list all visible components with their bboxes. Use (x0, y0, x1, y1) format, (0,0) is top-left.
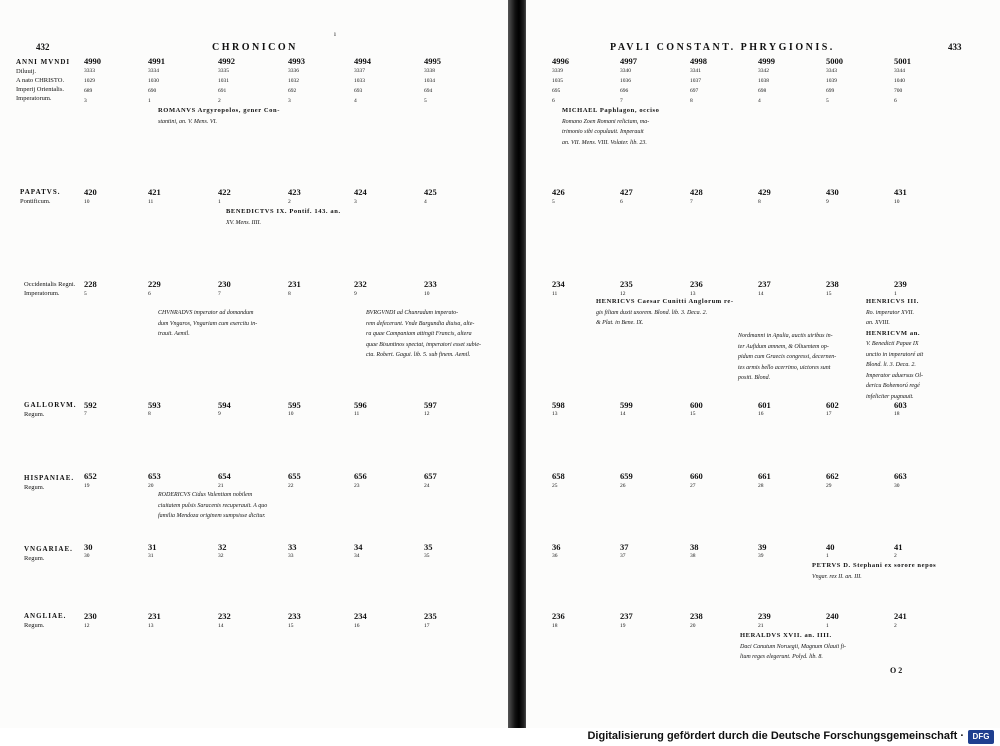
cell-diluuij: 3341 (690, 68, 701, 74)
cell-papatus: 424 (354, 187, 367, 197)
cell-christo: 1032 (288, 78, 299, 84)
cell-pontificum: 10 (894, 199, 900, 205)
cell-anni-mundi: 4994 (354, 56, 371, 66)
cell-angliae-regum: 1 (826, 623, 829, 629)
cell-imperatorum-occ: 13 (690, 291, 696, 297)
cell-imperatorum: 5 (424, 98, 427, 104)
note-nordmanni: Nordmanni in Apulia, auctis uiribus in- ter Aufidum amnem, & Oliuentem op- pidum cum Graecis congressi, decernen- tes armis bello acerrimo, uictores sunt positi. Blond. (738, 333, 837, 381)
cell-hispaniae: 663 (894, 471, 907, 481)
cell-angliae: 241 (894, 611, 907, 621)
note-michael: MICHAEL Paphlagon, occiso Romano Zoen Romani relictam, ma- trimonio sibi copulauit. Imperauit an. VII. Mens. VIII. Volater. lib. 23. (562, 107, 660, 146)
cell-diluuij: 3336 (288, 68, 299, 74)
cell-vngariae-regum: 37 (620, 553, 626, 559)
cell-anni-mundi: 5000 (826, 56, 843, 66)
cell-anni-mundi: 4999 (758, 56, 775, 66)
left-page (0, 0, 512, 728)
cell-hispaniae-regum: 20 (148, 483, 154, 489)
cell-angliae-regum: 17 (424, 623, 430, 629)
cell-imperatorum-occ: 5 (84, 291, 87, 297)
cell-vngariae: 34 (354, 542, 363, 552)
cell-gallorum-regum: 10 (288, 411, 294, 417)
cell-vngariae-regum: 34 (354, 553, 360, 559)
cell-imperij-orientalis: 695 (552, 88, 561, 94)
cell-diluuij: 3335 (218, 68, 229, 74)
dfg-logo: DFG (968, 730, 994, 744)
cell-angliae: 238 (690, 611, 703, 621)
note-henricus-iii: HENRICVS III. Ro. imperator XVII. an. XVIII. HENRICVM an. V. Benedicti Papae IX unctio in imperatoré ait Blond. li. 3. Deca. 2. Imperator aduersus Ol- dericu Bohemorú regé infeliciter pugnauit. (866, 298, 924, 400)
cell-imperatorum: 3 (84, 98, 87, 104)
cell-vngariae-regum: 1 (826, 553, 829, 559)
cell-papatus: 420 (84, 187, 97, 197)
cell-angliae-regum: 14 (218, 623, 224, 629)
cell-hispaniae-regum: 26 (620, 483, 626, 489)
cell-hispaniae: 657 (424, 471, 437, 481)
cell-christo: 1037 (690, 78, 701, 84)
cell-imperatorum-occ: 7 (218, 291, 221, 297)
cell-christo: 1040 (894, 78, 905, 84)
cell-papatus: 427 (620, 187, 633, 197)
cell-pontificum: 10 (84, 199, 90, 205)
cell-christo: 1038 (758, 78, 769, 84)
cell-imperij-orientalis: 692 (288, 88, 297, 94)
cell-imperatorum-occ: 12 (620, 291, 626, 297)
note-burgundi: BVRGVNDI ad Chunradum imperato- rem defecerunt. Vnde Burgundia diuisa, alte- ra quae Campaniam attingit Francis, altera quae Bisuntinos spectat, imperatori esset subie- cta. Robert. Gagui. lib. 5. sub finem. Aemil. (366, 310, 481, 358)
cell-anni-mundi: 4992 (218, 56, 235, 66)
cell-anni-mundi: 4991 (148, 56, 165, 66)
cell-papatus: 422 (218, 187, 231, 197)
cell-christo: 1033 (354, 78, 365, 84)
cell-anni-mundi: 4996 (552, 56, 569, 66)
cell-vngariae: 30 (84, 542, 93, 552)
cell-christo: 1029 (84, 78, 95, 84)
cell-papatus: 425 (424, 187, 437, 197)
cell-vngariae-regum: 32 (218, 553, 224, 559)
note-rodericus: RODERICVS Cidus Valentiam nobilem ciuitatem pulsis Saracenis recuperauit. A quo familia Mendoza originem sumpsisse dicitur. (158, 492, 268, 519)
cell-pontificum: 2 (288, 199, 291, 205)
cell-hispaniae: 659 (620, 471, 633, 481)
cell-vngariae: 36 (552, 542, 561, 552)
cell-papatus: 426 (552, 187, 565, 197)
cell-pontificum: 3 (354, 199, 357, 205)
cell-angliae-regum: 21 (758, 623, 764, 629)
cell-vngariae: 31 (148, 542, 157, 552)
cell-imperatorum: 5 (826, 98, 829, 104)
cell-gallorum-regum: 12 (424, 411, 430, 417)
cell-gallorum: 599 (620, 400, 633, 410)
cell-angliae-regum: 15 (288, 623, 294, 629)
cell-occidentalis: 233 (424, 279, 437, 289)
label-hispaniae: HISPANIAE. Regum. (24, 474, 75, 491)
catchword: O 2 (890, 666, 903, 675)
cell-gallorum-regum: 13 (552, 411, 558, 417)
cell-occidentalis: 229 (148, 279, 161, 289)
cell-anni-mundi: 4993 (288, 56, 305, 66)
cell-papatus: 421 (148, 187, 161, 197)
cell-hispaniae-regum: 25 (552, 483, 558, 489)
cell-christo: 1030 (148, 78, 159, 84)
cell-vngariae-regum: 33 (288, 553, 294, 559)
cell-anni-mundi: 4995 (424, 56, 441, 66)
cell-vngariae-regum: 35 (424, 553, 430, 559)
cell-vngariae: 41 (894, 542, 903, 552)
cell-angliae-regum: 19 (620, 623, 626, 629)
cell-vngariae-regum: 31 (148, 553, 154, 559)
cell-imperatorum: 6 (552, 98, 555, 104)
cell-pontificum: 1 (218, 199, 221, 205)
cell-imperatorum-occ: 15 (826, 291, 832, 297)
cell-imperatorum-occ: 6 (148, 291, 151, 297)
cell-imperij-orientalis: 700 (894, 88, 903, 94)
cell-gallorum: 596 (354, 400, 367, 410)
cell-anni-mundi: 4997 (620, 56, 637, 66)
cell-papatus: 430 (826, 187, 839, 197)
cell-papatus: 423 (288, 187, 301, 197)
cell-vngariae-regum: 2 (894, 553, 897, 559)
cell-gallorum-regum: 8 (148, 411, 151, 417)
cell-christo: 1034 (424, 78, 435, 84)
note-chunradus: CHVNRADVS imperator ad domandum dum Vngaros, Vngariam cum exercitu in- trauit. Aemil. (158, 310, 258, 337)
cell-christo: 1039 (826, 78, 837, 84)
cell-hispaniae: 652 (84, 471, 97, 481)
cell-christo: 1036 (620, 78, 631, 84)
cell-imperatorum-occ: 9 (354, 291, 357, 297)
cell-gallorum: 597 (424, 400, 437, 410)
cell-gallorum: 598 (552, 400, 565, 410)
cell-vngariae-regum: 38 (690, 553, 696, 559)
note-henricus-caesar: HENRICVS Caesar Cunitti Anglorum re- gis filiam duxit uxorem. Blond. lib. 3. Deca. 2. & Plat. in Bene. IX. (596, 298, 734, 326)
cell-gallorum-regum: 9 (218, 411, 221, 417)
cell-papatus: 428 (690, 187, 703, 197)
cell-occidentalis: 237 (758, 279, 771, 289)
cell-vngariae: 37 (620, 542, 629, 552)
cell-angliae: 230 (84, 611, 97, 621)
cell-vngariae-regum: 30 (84, 553, 90, 559)
book-gutter (508, 0, 528, 728)
cell-papatus: 429 (758, 187, 771, 197)
cell-diluuij: 3337 (354, 68, 365, 74)
cell-pontificum: 7 (690, 199, 693, 205)
cell-hispaniae-regum: 23 (354, 483, 360, 489)
cell-imperij-orientalis: 699 (826, 88, 835, 94)
note-petrus: PETRVS D. Stephani ex sorore nepos Vngar. rex II. an. III. (812, 562, 937, 580)
cell-imperij-orientalis: 691 (218, 88, 227, 94)
cell-vngariae: 33 (288, 542, 297, 552)
cell-pontificum: 4 (424, 199, 427, 205)
cell-vngariae: 40 (826, 542, 835, 552)
cell-angliae: 240 (826, 611, 839, 621)
cell-vngariae: 35 (424, 542, 433, 552)
cell-angliae-regum: 2 (894, 623, 897, 629)
cell-hispaniae: 662 (826, 471, 839, 481)
cell-hispaniae-regum: 19 (84, 483, 90, 489)
cell-imperatorum-occ: 14 (758, 291, 764, 297)
cell-hispaniae-regum: 28 (758, 483, 764, 489)
cell-imperatorum: 2 (218, 98, 221, 104)
cell-gallorum: 593 (148, 400, 161, 410)
cell-imperij-orientalis: 697 (690, 88, 699, 94)
cell-imperij-orientalis: 694 (424, 88, 433, 94)
footer-credit: Digitalisierung gefördert durch die Deutsche Forschungsgemeinschaft · (587, 730, 964, 742)
cell-occidentalis: 235 (620, 279, 633, 289)
cell-anni-mundi: 4998 (690, 56, 707, 66)
cell-diluuij: 3333 (84, 68, 95, 74)
cell-imperatorum-occ: 10 (424, 291, 430, 297)
cell-papatus: 431 (894, 187, 907, 197)
cell-hispaniae-regum: 30 (894, 483, 900, 489)
running-head: PAVLI CONSTANT. PHRYGIONIS. (610, 42, 835, 53)
cell-gallorum-regum: 15 (690, 411, 696, 417)
label-occidentalis: Occidentalis Regni. Imperatorum. (24, 281, 76, 297)
cell-gallorum-regum: 11 (354, 411, 360, 417)
cell-diluuij: 3342 (758, 68, 769, 74)
cell-imperatorum: 8 (690, 98, 693, 104)
cell-angliae: 233 (288, 611, 301, 621)
cell-angliae: 239 (758, 611, 771, 621)
cell-gallorum: 603 (894, 400, 907, 410)
cell-diluuij: 3334 (148, 68, 159, 74)
cell-hispaniae: 654 (218, 471, 231, 481)
page-number: 433 (948, 42, 962, 52)
cell-imperatorum-occ: 8 (288, 291, 291, 297)
cell-hispaniae-regum: 24 (424, 483, 430, 489)
cell-gallorum: 602 (826, 400, 839, 410)
cell-hispaniae: 653 (148, 471, 161, 481)
cell-gallorum: 592 (84, 400, 97, 410)
cell-anni-mundi: 5001 (894, 56, 911, 66)
cell-angliae: 235 (424, 611, 437, 621)
cell-pontificum: 5 (552, 199, 555, 205)
label-angliae: ANGLIAE. Regum. (24, 612, 67, 629)
cell-imperatorum: 1 (148, 98, 151, 104)
cell-hispaniae: 661 (758, 471, 771, 481)
note-benedictus: BENEDICTVS IX. Pontif. 143. an. XV. Mens. IIII. (226, 208, 341, 226)
cell-occidentalis: 230 (218, 279, 231, 289)
cell-angliae-regum: 12 (84, 623, 90, 629)
cell-diluuij: 3344 (894, 68, 905, 74)
cell-gallorum: 595 (288, 400, 301, 410)
cell-hispaniae: 655 (288, 471, 301, 481)
cell-imperatorum: 4 (758, 98, 761, 104)
label-vngariae: VNGARIAE. Regum. (24, 545, 73, 562)
cell-diluuij: 3340 (620, 68, 631, 74)
cell-angliae-regum: 20 (690, 623, 696, 629)
cell-diluuij: 3338 (424, 68, 435, 74)
cell-imperatorum: 6 (894, 98, 897, 104)
cell-occidentalis: 231 (288, 279, 301, 289)
cell-occidentalis: 234 (552, 279, 565, 289)
cell-gallorum-regum: 16 (758, 411, 764, 417)
cell-angliae-regum: 18 (552, 623, 558, 629)
cell-hispaniae-regum: 21 (218, 483, 224, 489)
cell-occidentalis: 239 (894, 279, 907, 289)
label-papatus: PAPATVS. Pontificum. (20, 188, 61, 205)
cell-gallorum-regum: 7 (84, 411, 87, 417)
cell-christo: 1035 (552, 78, 563, 84)
cell-gallorum: 601 (758, 400, 771, 410)
cell-angliae-regum: 13 (148, 623, 154, 629)
cell-christo: 1031 (218, 78, 229, 84)
cell-imperatorum: 4 (354, 98, 357, 104)
cell-pontificum: 9 (826, 199, 829, 205)
note-romanus: ROMANVS Argyropolos, gener Con- stantini, an. V. Mens. VI. (158, 107, 280, 125)
cell-imperij-orientalis: 689 (84, 88, 93, 94)
cell-vngariae: 38 (690, 542, 699, 552)
cell-occidentalis: 238 (826, 279, 839, 289)
cell-pontificum: 6 (620, 199, 623, 205)
cell-hispaniae-regum: 29 (826, 483, 832, 489)
margin-mark: ı (334, 30, 336, 38)
footer-bar (0, 728, 1000, 746)
cell-imperij-orientalis: 698 (758, 88, 767, 94)
cell-angliae: 236 (552, 611, 565, 621)
cell-angliae: 231 (148, 611, 161, 621)
cell-anni-mundi: 4990 (84, 56, 101, 66)
cell-imperatorum-occ: 1 (894, 291, 897, 297)
cell-pontificum: 11 (148, 199, 154, 205)
cell-angliae-regum: 16 (354, 623, 360, 629)
cell-gallorum-regum: 17 (826, 411, 832, 417)
cell-hispaniae-regum: 27 (690, 483, 696, 489)
cell-angliae: 232 (218, 611, 231, 621)
cell-gallorum-regum: 18 (894, 411, 900, 417)
cell-vngariae: 39 (758, 542, 767, 552)
running-head: CHRONICON (212, 42, 298, 53)
cell-imperatorum-occ: 11 (552, 291, 558, 297)
cell-hispaniae-regum: 22 (288, 483, 294, 489)
cell-vngariae: 32 (218, 542, 227, 552)
note-heraldus: HERALDVS XVII. an. IIII. Daci Canutum Noruegii, Magnum Olauii fi- lium reges elegerunt. Polyd. lib. 8. (740, 632, 846, 660)
cell-diluuij: 3343 (826, 68, 837, 74)
cell-imperatorum: 7 (620, 98, 623, 104)
cell-gallorum-regum: 14 (620, 411, 626, 417)
cell-vngariae-regum: 39 (758, 553, 764, 559)
label-gallorum: GALLORVM. Regum. (24, 401, 77, 418)
cell-gallorum: 594 (218, 400, 231, 410)
cell-imperatorum: 3 (288, 98, 291, 104)
cell-hispaniae: 656 (354, 471, 367, 481)
cell-occidentalis: 236 (690, 279, 703, 289)
cell-pontificum: 8 (758, 199, 761, 205)
cell-imperij-orientalis: 696 (620, 88, 629, 94)
cell-imperij-orientalis: 690 (148, 88, 157, 94)
cell-vngariae-regum: 36 (552, 553, 558, 559)
cell-imperij-orientalis: 693 (354, 88, 363, 94)
cell-angliae: 234 (354, 611, 367, 621)
cell-hispaniae: 658 (552, 471, 565, 481)
cell-occidentalis: 232 (354, 279, 367, 289)
row-labels-top: ANNI MVNDI Diluuij. A nato CHRISTO. Imperij Orientalis. Imperatorum. (16, 58, 71, 102)
cell-hispaniae: 660 (690, 471, 703, 481)
cell-gallorum: 600 (690, 400, 703, 410)
page-number: 432 (36, 42, 50, 52)
cell-occidentalis: 228 (84, 279, 97, 289)
right-page (526, 0, 1000, 728)
cell-angliae: 237 (620, 611, 633, 621)
cell-diluuij: 3339 (552, 68, 563, 74)
